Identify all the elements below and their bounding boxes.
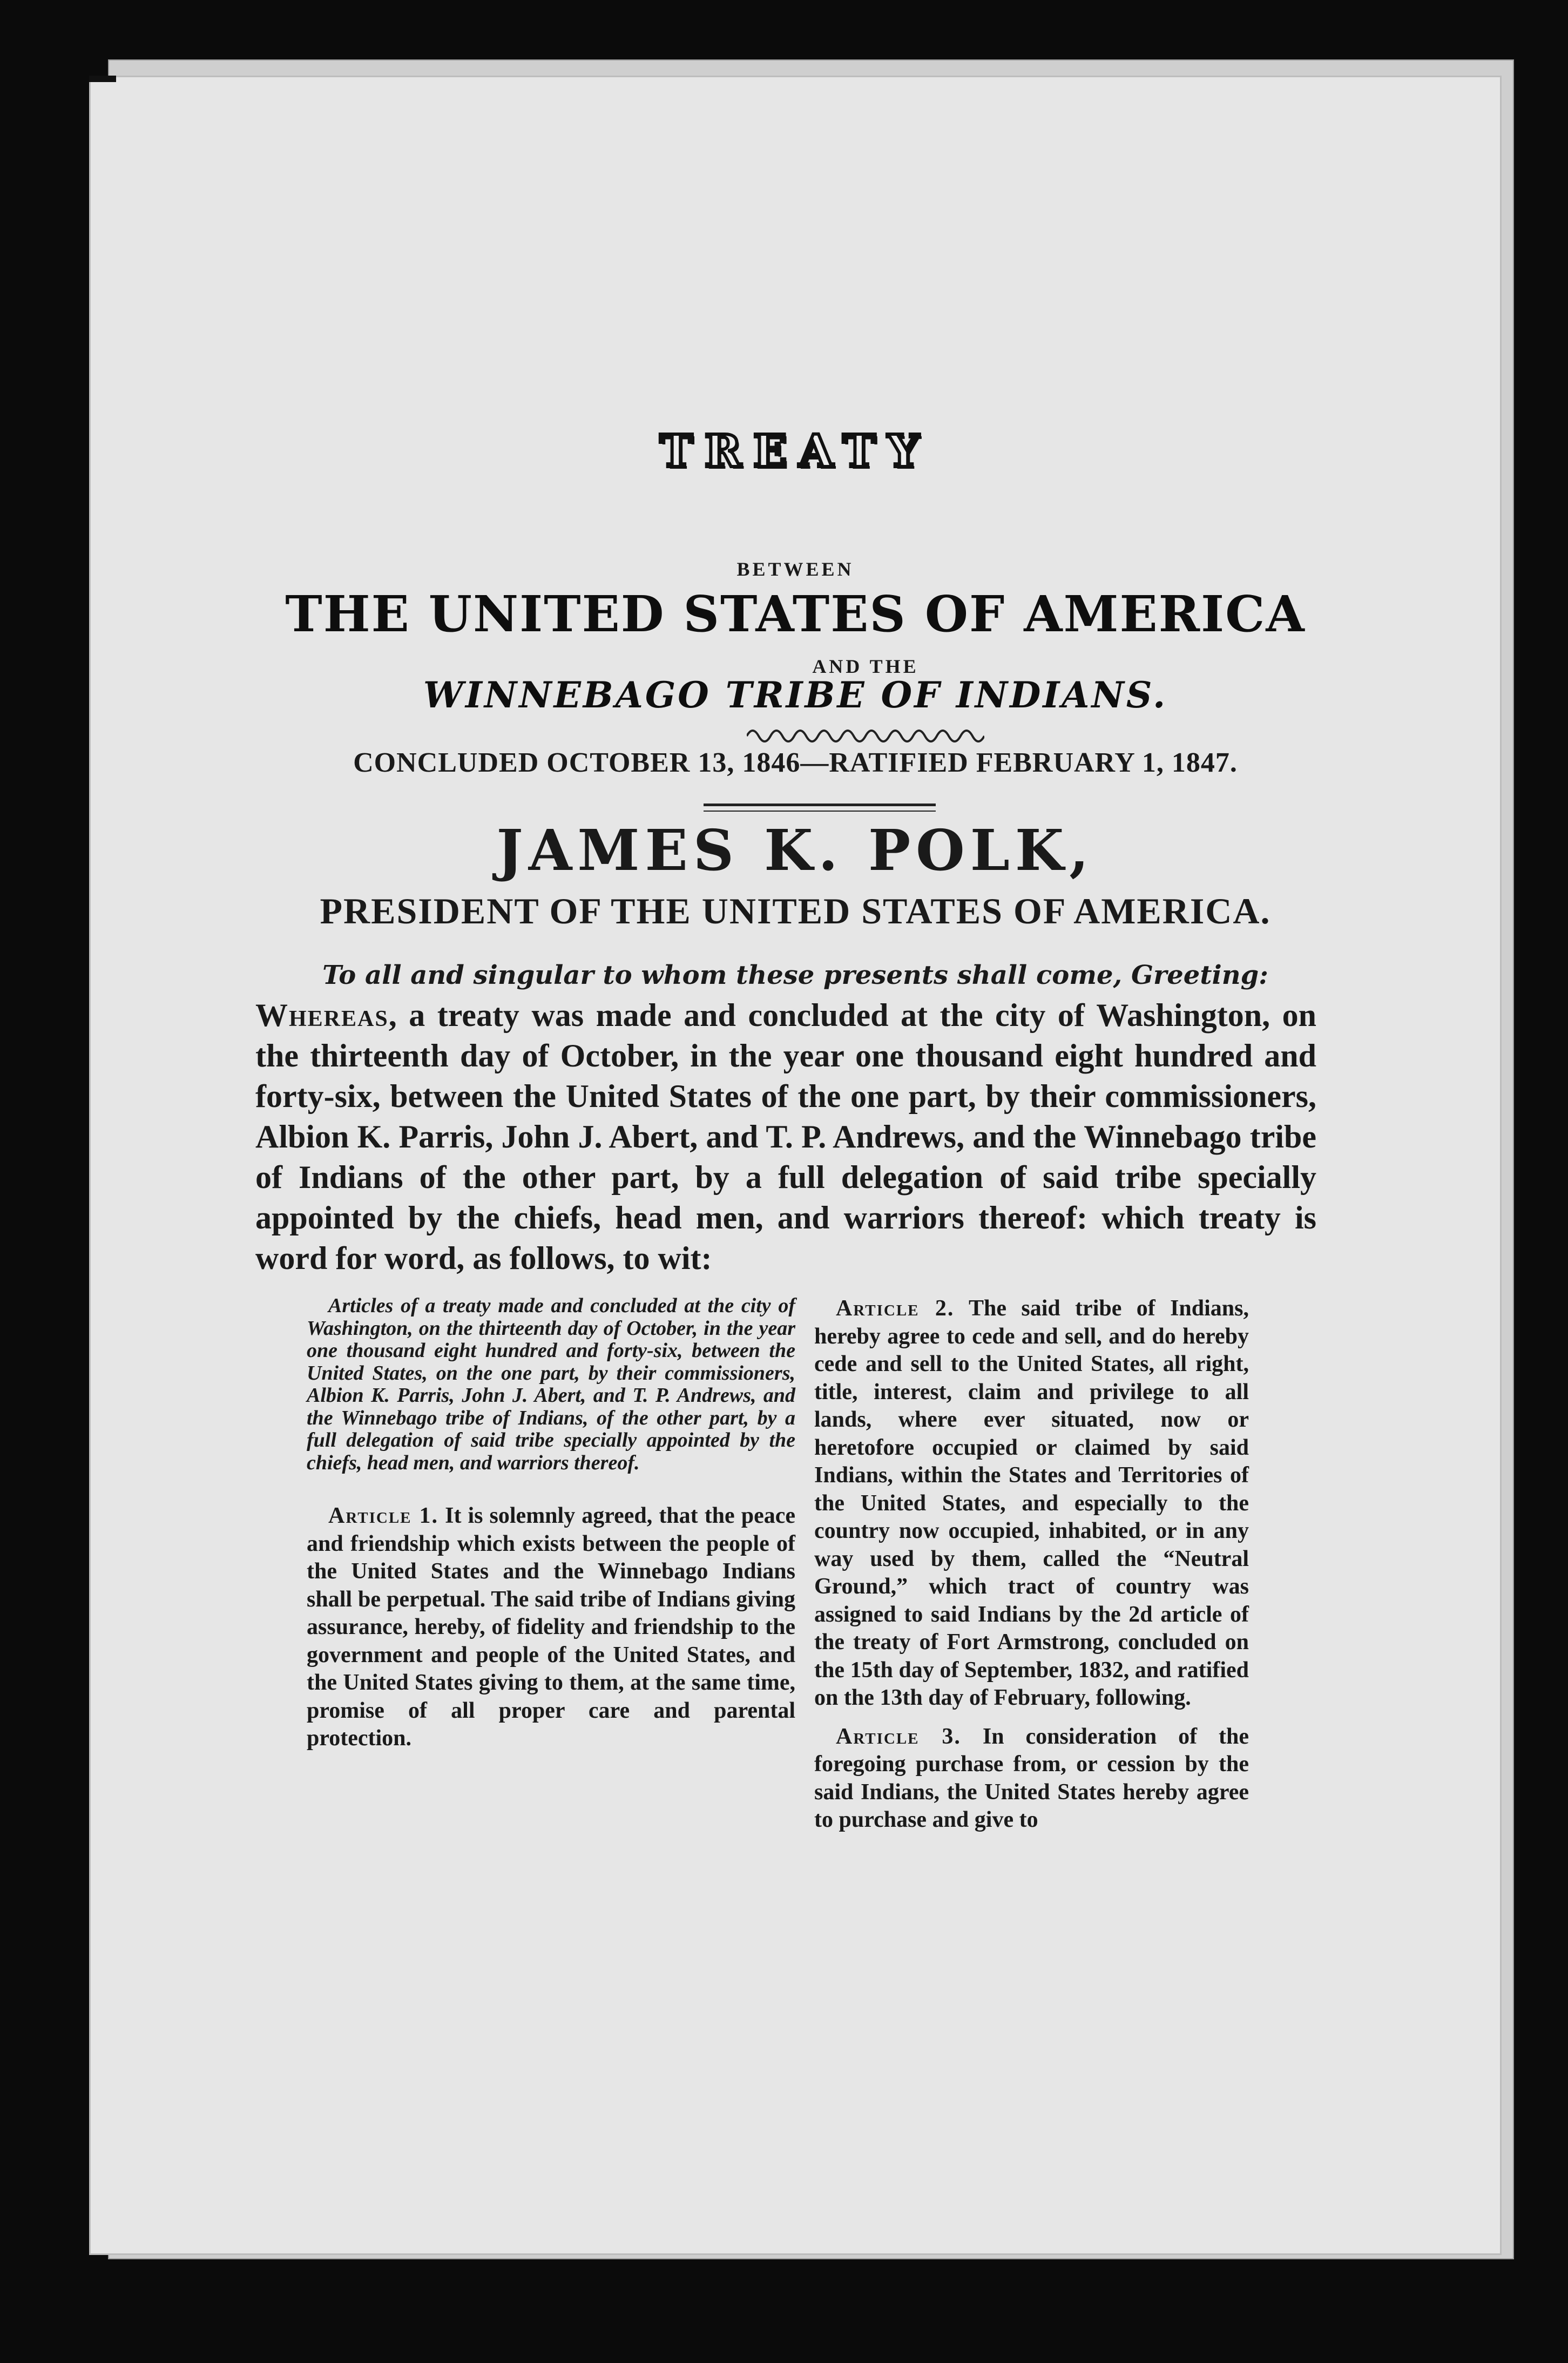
article-2 <box>814 1295 1249 1712</box>
article-1-label: Article 1. <box>328 1503 439 1528</box>
corner-mark <box>89 76 116 82</box>
article-3 <box>814 1723 1249 1834</box>
president-name: JAMES K. POLK, <box>496 817 1094 883</box>
article-3-text: In consideration of the foregoing purchase from, or cession by the said Indians, the United States hereby agree to purchase and give to <box>814 1724 1249 1832</box>
concluded-line: CONCLUDED OCTOBER 13, 1846—RATIFIED FEBRUARY 1, 1847. <box>353 747 1238 778</box>
article-2-text: The said tribe of Indians, hereby agree to cede and sell, and do hereby cede and sell to the United States, all right, title, interest, claim and privilege to all lands, where ever situated, now or heretofore occupied or claimed by said Indians, within the States and Territories of the United States, and especially to the country now occupied, inhabited, or in any way used by them, called the “Neutral Ground,” which tract of country was assigned to said Indians by the 2d article of the treaty of Fort Armstrong, concluded on the 15th day of September, 1832, and ratified on the 13th day of February, following. <box>814 1296 1249 1710</box>
treaty-title: TREATY <box>659 426 931 477</box>
wavy-divider <box>747 725 984 747</box>
heading-rule <box>704 804 936 812</box>
article-2-label: Article 2. <box>836 1296 955 1321</box>
article-1-text: It is solemnly agreed, that the peace and friendship which exists between the people of the United States and the Winnebago Indians shall be perpetual. The said tribe of Indians giving assurance, hereby, of fidelity and friendship to the government and people of the United States, and the United States giving to them, at the same time, promise of all proper care and parental protection. <box>307 1503 796 1751</box>
usa-heading: THE UNITED STATES OF AMERICA <box>285 585 1306 643</box>
article-1 <box>307 1502 795 1753</box>
document-page <box>89 76 1502 2255</box>
whereas-lead: Whereas <box>255 997 389 1033</box>
whereas-text: , a treaty was made and concluded at the city of Washington, on the thirteenth day of October, in the year one thousand eight hundred and forty-six, between the United States of the one part, by their commissioners, Albion K. Parris, John J. Abert, and T. P. Andrews, and the Winnebago tribe of Indians of the other part, by a full delegation of said tribe specially appointed by the chiefs, head men, and warriors thereof: which treaty is word for word, as follows, to wit: <box>255 997 1316 1276</box>
tribe-heading: WINNEBAGO TRIBE OF INDIANS. <box>423 674 1168 716</box>
article-3-label: Article 3. <box>836 1724 961 1749</box>
president-title: PRESIDENT OF THE UNITED STATES OF AMERICA. <box>320 890 1271 931</box>
and-the-label: AND THE <box>812 656 919 677</box>
salutation: To all and singular to whom these presents shall come, Greeting: <box>322 960 1268 990</box>
preamble-paragraph: Articles of a treaty made and concluded at the city of Washington, on the thirteenth day of October, in the year one thousand eight hundred and forty-six, between the United States, on the one part, by their commissioners, Albion K. Parris, John J. Abert, and T. P. Andrews, and the Winnebago tribe of Indians, of the other part, by a full delegation of said tribe specially appointed by the chiefs, head men, and warriors thereof. <box>307 1294 795 1474</box>
left-column <box>307 1295 795 1764</box>
between-label: BETWEEN <box>736 558 854 580</box>
right-column <box>814 1295 1249 1845</box>
whereas-paragraph <box>255 995 1316 1279</box>
